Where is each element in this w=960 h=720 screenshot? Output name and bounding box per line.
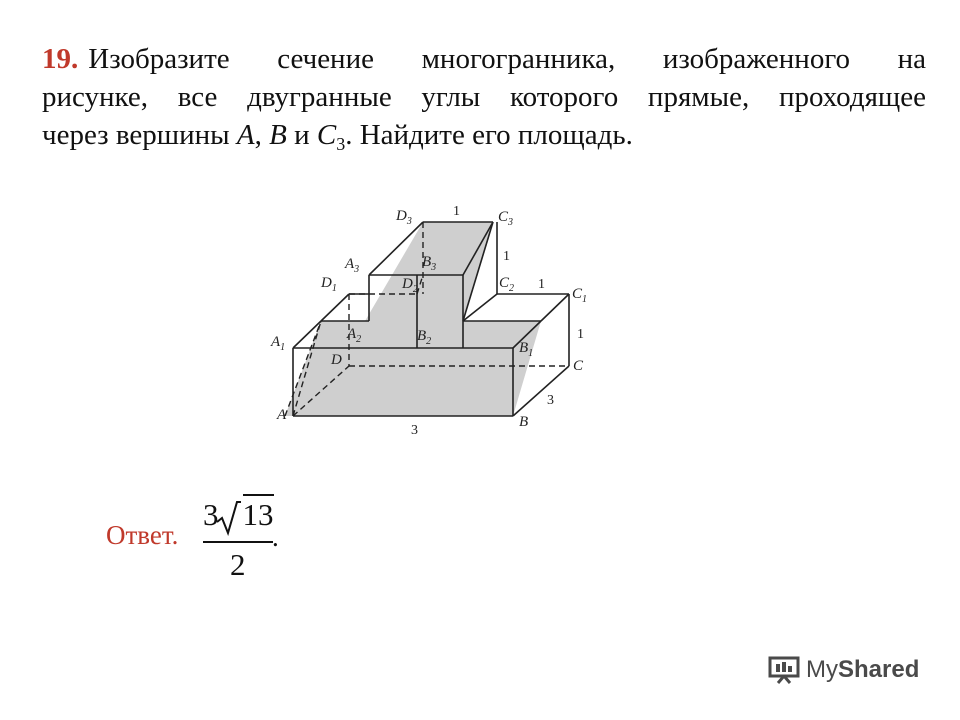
problem-text xyxy=(42,40,926,154)
answer-numerator: 3 13 xyxy=(203,497,274,533)
label-A1: $A_1$ xyxy=(271,334,286,353)
label-B: B xyxy=(519,414,529,430)
label-D: D xyxy=(331,352,342,368)
problem-number: 19. xyxy=(42,43,79,75)
label-A3: $A_3$ xyxy=(345,256,360,275)
dim-top: 1 xyxy=(453,204,460,219)
dim-c3c2: 1 xyxy=(503,249,510,264)
label-C2: $C_2$ xyxy=(499,275,515,294)
dim-bc: 3 xyxy=(547,393,554,408)
label-D3: $D_3$ xyxy=(396,208,412,227)
problem-line-3: через вершины A, B и $C_3$. Найдите его площадь. xyxy=(42,119,633,154)
problem-line-1: 19. Изобразите сечение многогранника, изображенного на xyxy=(42,43,926,75)
fraction-bar xyxy=(203,541,273,543)
label-C3: $C_3$ xyxy=(498,209,514,228)
label-B3: $B_3$ xyxy=(422,254,437,273)
label-D1: $D_1$ xyxy=(321,275,337,294)
label-C: C xyxy=(573,358,584,374)
problem-line-2: рисунке, все двугранные углы которого прямые, проходящее xyxy=(42,81,926,113)
label-A2: $A_2$ xyxy=(347,326,362,345)
label-D2: $D_2$ xyxy=(402,276,418,295)
dim-ab: 3 xyxy=(411,423,418,438)
sqrt-sign xyxy=(215,500,241,536)
answer-denominator: 2 xyxy=(230,547,246,582)
answer-period: . xyxy=(272,522,279,552)
label-B2: $B_2$ xyxy=(417,328,432,347)
polyhedron-figure xyxy=(265,190,605,450)
label-C1: $C_1$ xyxy=(572,286,588,305)
answer-label: Ответ. xyxy=(106,520,179,550)
label-A: A xyxy=(277,407,287,423)
label-B1: $B_1$ xyxy=(519,340,534,359)
presentation-icon xyxy=(768,656,800,684)
mysharedlogo: MyShared xyxy=(768,656,919,684)
dim-c2c1: 1 xyxy=(538,277,545,292)
dim-c1c: 1 xyxy=(577,327,584,342)
